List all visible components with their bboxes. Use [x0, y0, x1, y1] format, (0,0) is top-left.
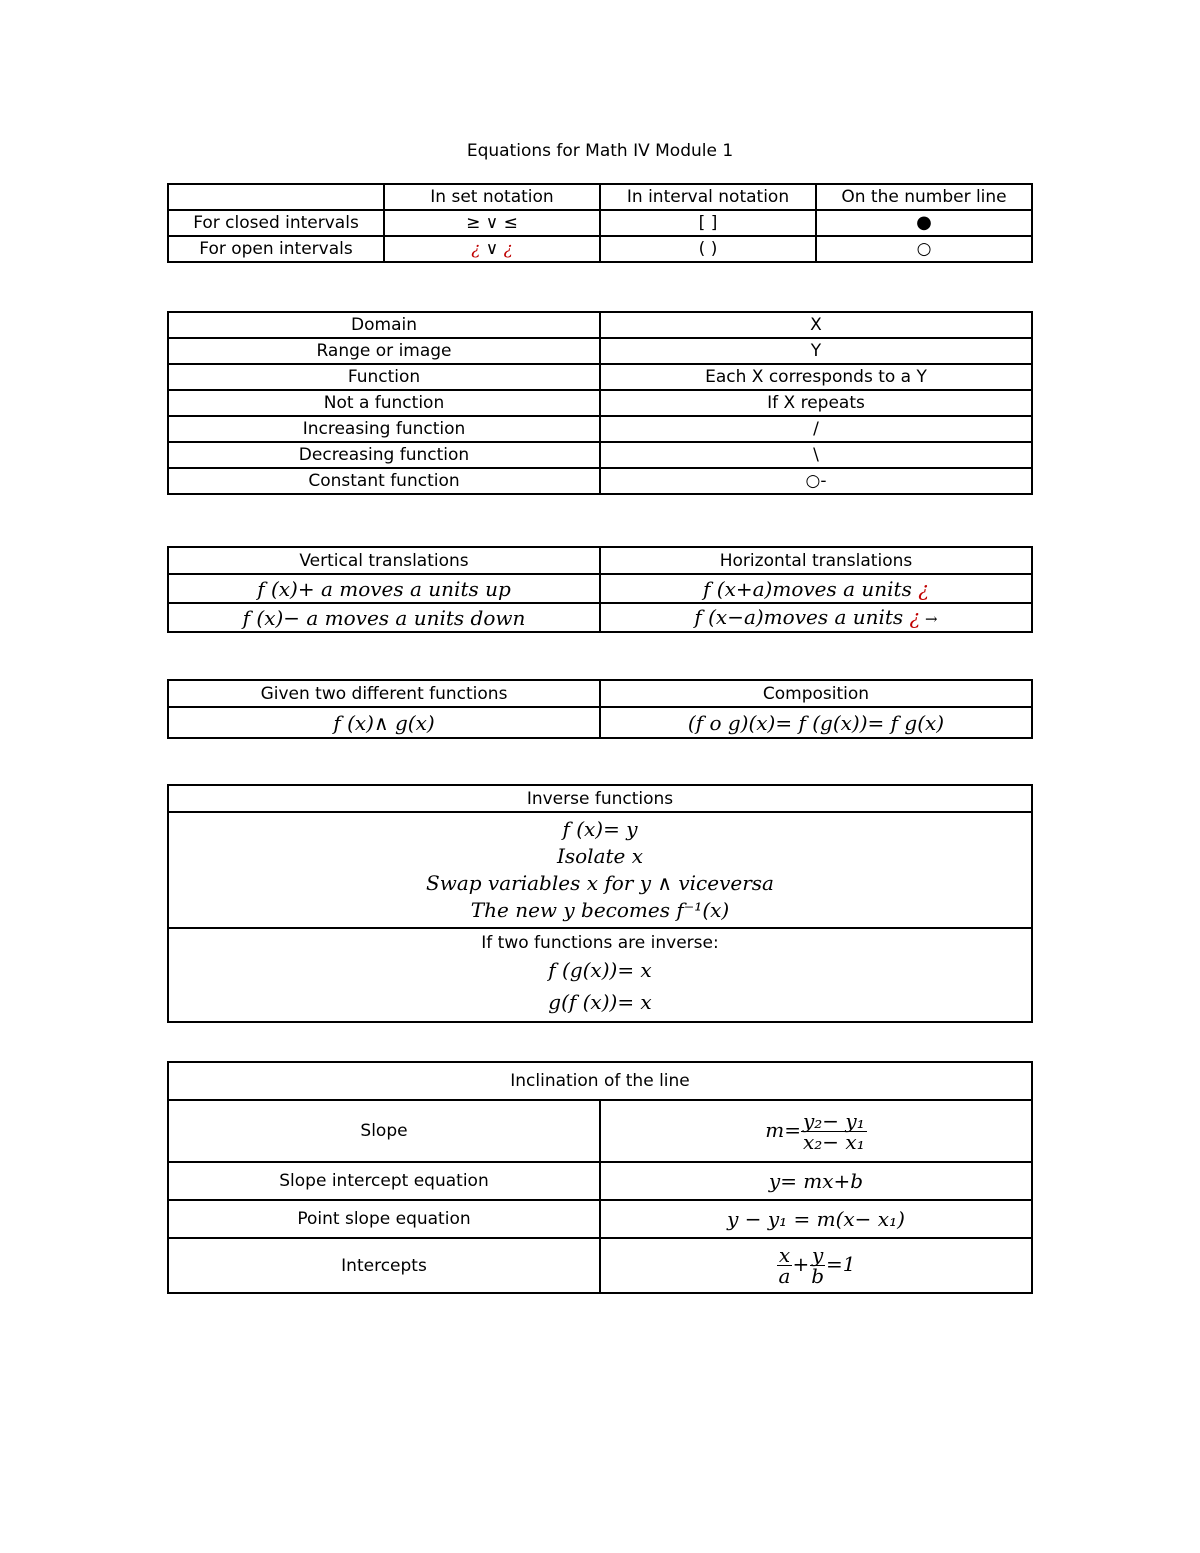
intervals-table: [167, 183, 1033, 263]
description: X: [600, 312, 1032, 338]
translations-table: [167, 546, 1033, 633]
slope-numerator: y₂− y₁: [802, 1108, 865, 1133]
table-row: [168, 236, 1032, 262]
table-header-row: [168, 785, 1032, 812]
term: Increasing function: [168, 416, 600, 442]
or-symbol: ∨: [480, 239, 504, 259]
interval-notation-value: ( ): [600, 236, 816, 262]
table-row: [168, 416, 1032, 442]
formula-text: f (x−a)moves a units: [694, 604, 910, 629]
intercepts-label: Intercepts: [168, 1238, 600, 1293]
header-composition: Composition: [600, 680, 1032, 707]
slope-label: Slope: [168, 1100, 600, 1162]
inverse-steps: [168, 812, 1032, 928]
header-set-notation: In set notation: [384, 184, 600, 210]
header-vertical-translations: Vertical translations: [168, 547, 600, 574]
header-empty: [168, 184, 384, 210]
plus-sign: +: [792, 1252, 810, 1276]
inverse-step: f (x)= y: [562, 817, 638, 841]
decreasing-slash-icon: \: [600, 442, 1032, 468]
table-row: [168, 364, 1032, 390]
vertical-down-formula: f (x)− a moves a units down: [168, 603, 600, 632]
line-table: [167, 1061, 1033, 1294]
constant-line-icon: ○-: [600, 468, 1032, 494]
description: Y: [600, 338, 1032, 364]
denominator: b: [811, 1264, 825, 1288]
table-row: [168, 574, 1032, 603]
functions-table: [167, 311, 1033, 495]
vertical-up-formula: f (x)+ a moves a units up: [168, 574, 600, 603]
equals-one: =1: [826, 1252, 856, 1276]
slope-denominator: x₂− x₁: [803, 1129, 865, 1154]
filled-dot-icon: ●: [816, 210, 1032, 236]
increasing-slash-icon: /: [600, 416, 1032, 442]
inverse-step: Isolate x: [556, 844, 644, 868]
header-interval-notation: In interval notation: [600, 184, 816, 210]
term: Constant function: [168, 468, 600, 494]
right-arrow-icon: →: [920, 609, 938, 628]
inverse-table: [167, 784, 1033, 1023]
term: Function: [168, 364, 600, 390]
composition-table: [167, 679, 1033, 739]
two-functions-formula: f (x)∧ g(x): [168, 707, 600, 738]
numerator: y: [811, 1243, 824, 1267]
table-row: [168, 390, 1032, 416]
slope-lhs: m=: [765, 1117, 801, 1142]
x-over-a-fraction: [777, 1245, 793, 1286]
y-over-b-fraction: [809, 1245, 826, 1286]
row-label: For closed intervals: [168, 210, 384, 236]
inverse-check-formula: g(f (x))= x: [548, 990, 652, 1014]
table-row: [168, 1200, 1032, 1238]
table-row: [168, 812, 1032, 928]
table-row: [168, 707, 1032, 738]
set-notation-value: ≥ ∨ ≤: [384, 210, 600, 236]
horizontal-right-formula: [600, 603, 1032, 632]
open-left-symbol: ¿: [471, 239, 481, 259]
interval-notation-value: [ ]: [600, 210, 816, 236]
header-inverse-functions: Inverse functions: [168, 785, 1032, 812]
table-row: [168, 928, 1032, 1022]
point-slope-label: Point slope equation: [168, 1200, 600, 1238]
table-row: [168, 1100, 1032, 1162]
open-dot-icon: ○: [816, 236, 1032, 262]
header-horizontal-translations: Horizontal translations: [600, 547, 1032, 574]
table-header-row: [168, 184, 1032, 210]
inverse-step: The new y becomes f⁻¹(x): [470, 898, 730, 922]
slope-formula: [600, 1100, 1032, 1162]
intercepts-formula: [600, 1238, 1032, 1293]
inverse-step: Swap variables x for y ∧ viceversa: [426, 871, 774, 895]
term: Domain: [168, 312, 600, 338]
table-row: [168, 1162, 1032, 1200]
header-number-line: On the number line: [816, 184, 1032, 210]
table-row: [168, 210, 1032, 236]
term: Decreasing function: [168, 442, 600, 468]
inverse-check-label: If two functions are inverse:: [481, 933, 719, 953]
table-row: [168, 312, 1032, 338]
description: Each X corresponds to a Y: [600, 364, 1032, 390]
description: If X repeats: [600, 390, 1032, 416]
page-title: Equations for Math IV Module 1: [466, 141, 734, 161]
header-two-functions: Given two different functions: [168, 680, 600, 707]
table-header-row: [168, 1062, 1032, 1100]
inverse-check-formula: f (g(x))= x: [548, 958, 652, 982]
table-row: [168, 338, 1032, 364]
table-row: [168, 603, 1032, 632]
table-header-row: [168, 547, 1032, 574]
horizontal-left-formula: [600, 574, 1032, 603]
slope-intercept-label: Slope intercept equation: [168, 1162, 600, 1200]
direction-symbol: ¿: [918, 576, 929, 601]
composition-formula: (f o g)(x)= f (g(x))= f g(x): [600, 707, 1032, 738]
row-label: For open intervals: [168, 236, 384, 262]
formula-text: f (x+a)moves a units: [703, 576, 919, 601]
table-row: [168, 442, 1032, 468]
table-row: [168, 1238, 1032, 1293]
inverse-check: [168, 928, 1032, 1022]
direction-symbol: ¿: [909, 604, 921, 629]
table-header-row: [168, 680, 1032, 707]
slope-fraction: [801, 1108, 867, 1154]
term: Range or image: [168, 338, 600, 364]
term: Not a function: [168, 390, 600, 416]
slope-intercept-formula: y= mx+b: [600, 1162, 1032, 1200]
set-notation-value: [384, 236, 600, 262]
denominator: a: [778, 1264, 791, 1288]
point-slope-formula: y − y₁ = m(x− x₁): [600, 1200, 1032, 1238]
header-inclination: Inclination of the line: [168, 1062, 1032, 1100]
numerator: x: [778, 1243, 791, 1267]
table-row: [168, 468, 1032, 494]
open-right-symbol: ¿: [503, 239, 513, 259]
